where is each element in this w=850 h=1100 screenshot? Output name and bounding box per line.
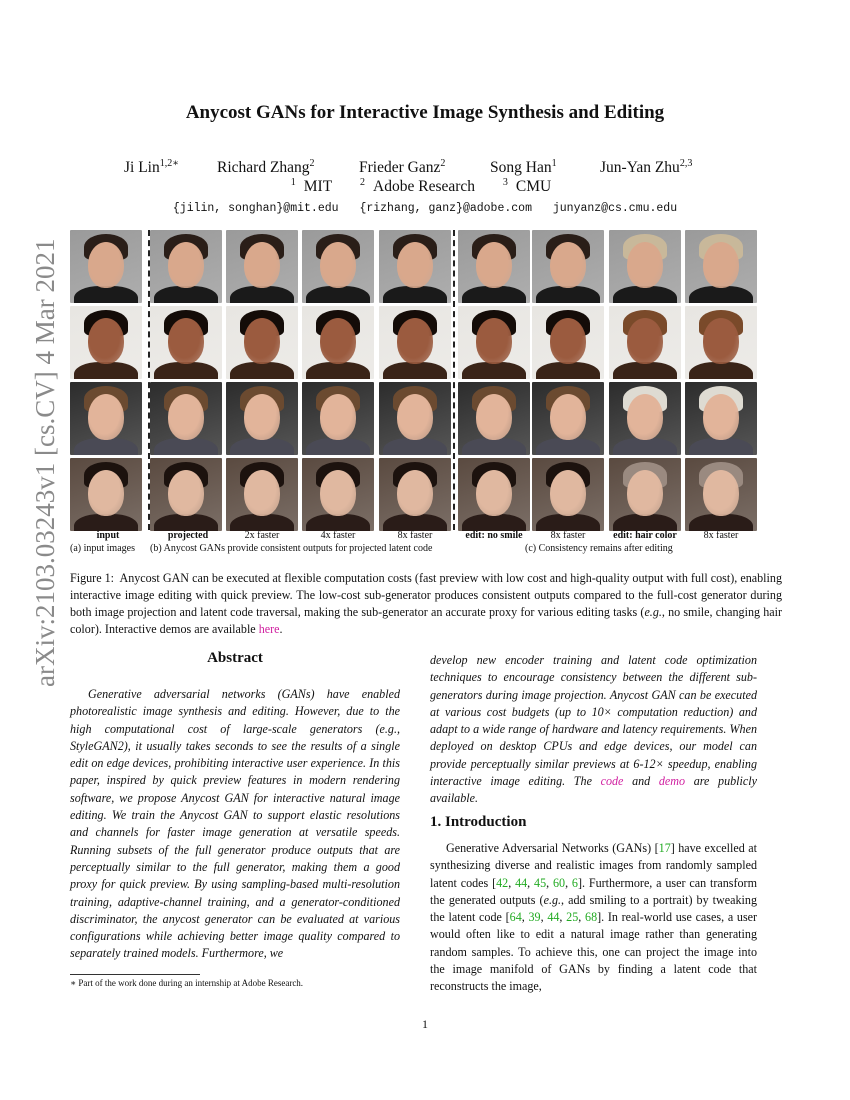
face-shape	[627, 394, 663, 440]
face-shape	[244, 394, 280, 440]
figure-thumbnail	[302, 458, 374, 531]
affiliation: $^2$ Adobe Research	[360, 177, 476, 196]
shoulders-shape	[536, 514, 600, 531]
face-shape	[320, 394, 356, 440]
face-shape	[476, 470, 512, 516]
face-shape	[397, 394, 433, 440]
face-shape	[550, 242, 586, 288]
shoulders-shape	[462, 362, 526, 379]
figure-divider	[453, 230, 455, 530]
figure-thumbnail	[532, 458, 604, 531]
figure-thumbnail	[379, 382, 451, 455]
figure-thumbnail	[302, 306, 374, 379]
column-label: 2x faster	[244, 530, 280, 541]
figure-thumbnail	[685, 458, 757, 531]
page-number: 1	[422, 1017, 428, 1031]
shoulders-shape	[462, 514, 526, 531]
column-label: 8x faster	[703, 530, 739, 541]
arxiv-stamp: arXiv:2103.03243v1 [cs.CV] 4 Mar 2021	[30, 238, 60, 687]
subcaption: (a) input images	[70, 543, 135, 554]
face-shape	[627, 242, 663, 288]
shoulders-shape	[74, 286, 138, 303]
figure-thumbnail	[685, 306, 757, 379]
shoulders-shape	[383, 362, 447, 379]
shoulders-shape	[154, 286, 218, 303]
figure-thumbnail	[609, 458, 681, 531]
figure-thumbnail	[458, 306, 530, 379]
shoulders-shape	[383, 514, 447, 531]
shoulders-shape	[306, 286, 370, 303]
shoulders-shape	[74, 362, 138, 379]
shoulders-shape	[689, 286, 753, 303]
shoulders-shape	[306, 362, 370, 379]
shoulders-shape	[462, 286, 526, 303]
face-shape	[88, 318, 124, 364]
footnote-rule	[70, 974, 200, 975]
face-shape	[397, 318, 433, 364]
demo-link[interactable]: here	[258, 622, 280, 636]
figure-thumbnail	[685, 230, 757, 303]
face-shape	[244, 470, 280, 516]
shoulders-shape	[74, 438, 138, 455]
email[interactable]: {jilin, songhan}@mit.edu	[172, 202, 339, 215]
code-link[interactable]: code	[600, 774, 624, 789]
shoulders-shape	[230, 286, 294, 303]
face-shape	[168, 470, 204, 516]
shoulders-shape	[154, 362, 218, 379]
paper-title: Anycost GANs for Interactive Image Synthesis and Editing	[185, 102, 665, 123]
face-shape	[703, 394, 739, 440]
shoulders-shape	[613, 438, 677, 455]
figure-thumbnail	[150, 382, 222, 455]
shoulders-shape	[230, 438, 294, 455]
abstract-text: Generative adversarial networks (GANs) have enabled photorealistic image synthesis and editing. However, due to the high computational cost of large-scale generators (e.g., StyleGAN2), it usually takes seconds to see the results of a single edit on edge devices, prohibiting interactive user experience. In this paper, inspired by quick preview features in modern rendering software, we propose Anycost GAN for interactive natural image editing. We train the Anycost GAN to support elastic resolutions and channels for faster image generation at versatile speeds. Running subsets of the full generator produce outputs that are perceptually similar to the full generator, making them a good proxy for quick preview. By using sampling-based multi-resolution training, adaptive-channel training, and a generator-conditioned discriminator, the anycost generator can be evaluated at various configurations while achieving better image quality compared to separately trained models. Furthermore, we	[70, 687, 400, 961]
shoulders-shape	[536, 362, 600, 379]
face-shape	[397, 470, 433, 516]
figure-thumbnail	[458, 382, 530, 455]
citation[interactable]: 44	[515, 875, 528, 890]
shoulders-shape	[306, 438, 370, 455]
figure-thumbnail	[458, 230, 530, 303]
figure-thumbnail	[226, 230, 298, 303]
figure-thumbnail	[609, 230, 681, 303]
face-shape	[550, 318, 586, 364]
shoulders-shape	[462, 438, 526, 455]
citation[interactable]: 64	[509, 910, 522, 925]
figure-thumbnail	[70, 382, 142, 455]
shoulders-shape	[230, 362, 294, 379]
figure-thumbnail	[379, 230, 451, 303]
column-label: 8x faster	[397, 530, 433, 541]
face-shape	[703, 242, 739, 288]
column-label: 4x faster	[320, 530, 356, 541]
face-shape	[550, 394, 586, 440]
face-shape	[397, 242, 433, 288]
figure-thumbnail	[226, 458, 298, 531]
author-emails	[0, 202, 850, 215]
author: Jun-Yan Zhu$^{2,3}$	[600, 158, 693, 177]
shoulders-shape	[383, 286, 447, 303]
abstract-heading: Abstract	[207, 650, 263, 666]
subcaption: (b) Anycost GANs provide consistent outputs for projected latent code	[150, 543, 433, 554]
shoulders-shape	[230, 514, 294, 531]
face-shape	[476, 318, 512, 364]
face-shape	[88, 242, 124, 288]
face-shape	[476, 394, 512, 440]
shoulders-shape	[689, 438, 753, 455]
section-heading: 1. Introduction	[430, 814, 527, 830]
figure-thumbnail	[226, 382, 298, 455]
figure-thumbnail	[532, 382, 604, 455]
author: Richard Zhang$^2$	[217, 158, 315, 177]
figure-thumbnail	[532, 230, 604, 303]
intro-paragraph: Generative Adversarial Networks (GANs) [17] have excelled at synthesizing diverse and realistic images from randomly sampled latent codes [42, 44, 45, 60, 6]. Furthermore, a user can transform the generated outputs (e.g., add smiling to a portrait) by tweaking the latent code [64, 39, 44, 25, 68]. In real-world use cases, a user would often like to edit a natural image rather than generating random samples. To achieve this, one can project the image into the image manifold of GANs by finding a latent code that reconstructs the image,	[430, 841, 758, 994]
figure-thumbnail	[150, 306, 222, 379]
shoulders-shape	[74, 514, 138, 531]
subcaption: (c) Consistency remains after editing	[525, 543, 673, 554]
demo-link[interactable]: demo	[658, 774, 686, 789]
figure-divider	[148, 230, 150, 530]
face-shape	[88, 394, 124, 440]
shoulders-shape	[689, 362, 753, 379]
column-label: projected	[167, 530, 209, 541]
email[interactable]: junyanz@cs.cmu.edu	[552, 202, 678, 215]
figure-thumbnail	[379, 306, 451, 379]
column-label: 8x faster	[550, 530, 586, 541]
citation[interactable]: 17	[658, 841, 671, 855]
citation[interactable]: 25	[566, 910, 579, 925]
face-shape	[320, 242, 356, 288]
figure-image-grid	[70, 230, 756, 530]
shoulders-shape	[154, 438, 218, 455]
citation[interactable]: 45	[534, 875, 547, 890]
figure-caption: Figure 1: Anycost GAN can be executed at flexible computation costs (fast preview with low cost and high-quality output with full cost), enabling interactive image editing with quick preview. The low-cost sub-generator produces consistent outputs compared to the full-cost generator during both image projection and latent code traversal, making the sub-generator an accurate proxy for various editing tasks (e.g., no smile, changing hair color). Interactive demos are available here.	[70, 571, 782, 636]
face-shape	[703, 470, 739, 516]
affiliation: $^3$ CMU	[502, 177, 552, 196]
shoulders-shape	[154, 514, 218, 531]
figure-thumbnail	[609, 382, 681, 455]
citation[interactable]: 60	[552, 875, 566, 890]
shoulders-shape	[536, 438, 600, 455]
column-label: edit: hair color	[613, 530, 677, 541]
figure-thumbnail	[150, 458, 222, 531]
shoulders-shape	[613, 286, 677, 303]
face-shape	[550, 470, 586, 516]
shoulders-shape	[613, 514, 677, 531]
column-label: edit: no smile	[465, 530, 523, 541]
face-shape	[244, 318, 280, 364]
abstract-text-continued: develop new encoder training and latent code optimization techniques to encourage consistency between the different sub-generators during image projection. Anycost GAN can be executed at various cost budgets (up to 10× computation reduction) and adapt to a wide range of hardware and latency requirements. When deployed on desktop CPUs and edge devices, our model can provide perceptually similar previews at 6-12× speedup, enabling interactive image editing. The code and demo are publicly available.	[430, 653, 757, 806]
figure-thumbnail	[70, 306, 142, 379]
citation[interactable]: 42	[496, 875, 509, 890]
citation[interactable]: 68	[585, 910, 598, 925]
face-shape	[476, 242, 512, 288]
affiliation: $^1$ MIT	[290, 177, 333, 196]
column-label: input	[96, 530, 120, 541]
citation[interactable]: 6	[571, 875, 578, 890]
face-shape	[88, 470, 124, 516]
figure-thumbnail	[685, 382, 757, 455]
footnote: ∗ Part of the work done during an internship at Adobe Research.	[70, 978, 304, 988]
figure-thumbnail	[70, 230, 142, 303]
face-shape	[627, 470, 663, 516]
citation[interactable]: 39	[528, 910, 541, 925]
citation[interactable]: 44	[547, 910, 560, 925]
shoulders-shape	[536, 286, 600, 303]
figure-column-labels	[70, 530, 770, 542]
figure-thumbnail	[609, 306, 681, 379]
face-shape	[627, 318, 663, 364]
author: Song Han$^1$	[490, 158, 557, 177]
affiliations	[0, 177, 850, 196]
face-shape	[168, 318, 204, 364]
face-shape	[244, 242, 280, 288]
shoulders-shape	[383, 438, 447, 455]
figure-thumbnail	[379, 458, 451, 531]
face-shape	[320, 318, 356, 364]
face-shape	[703, 318, 739, 364]
figure-thumbnail	[532, 306, 604, 379]
author: Ji Lin$^{1,2∗}$	[124, 158, 180, 177]
shoulders-shape	[613, 362, 677, 379]
email[interactable]: {rizhang, ganz}@adobe.com	[359, 202, 532, 215]
face-shape	[320, 470, 356, 516]
figure-thumbnail	[70, 458, 142, 531]
figure-thumbnail	[458, 458, 530, 531]
figure-thumbnail	[226, 306, 298, 379]
figure-label: Figure 1:	[70, 571, 115, 585]
face-shape	[168, 394, 204, 440]
shoulders-shape	[689, 514, 753, 531]
author: Frieder Ganz$^2$	[359, 158, 446, 177]
figure-thumbnail	[150, 230, 222, 303]
figure-thumbnail	[302, 382, 374, 455]
shoulders-shape	[306, 514, 370, 531]
face-shape	[168, 242, 204, 288]
figure-thumbnail	[302, 230, 374, 303]
